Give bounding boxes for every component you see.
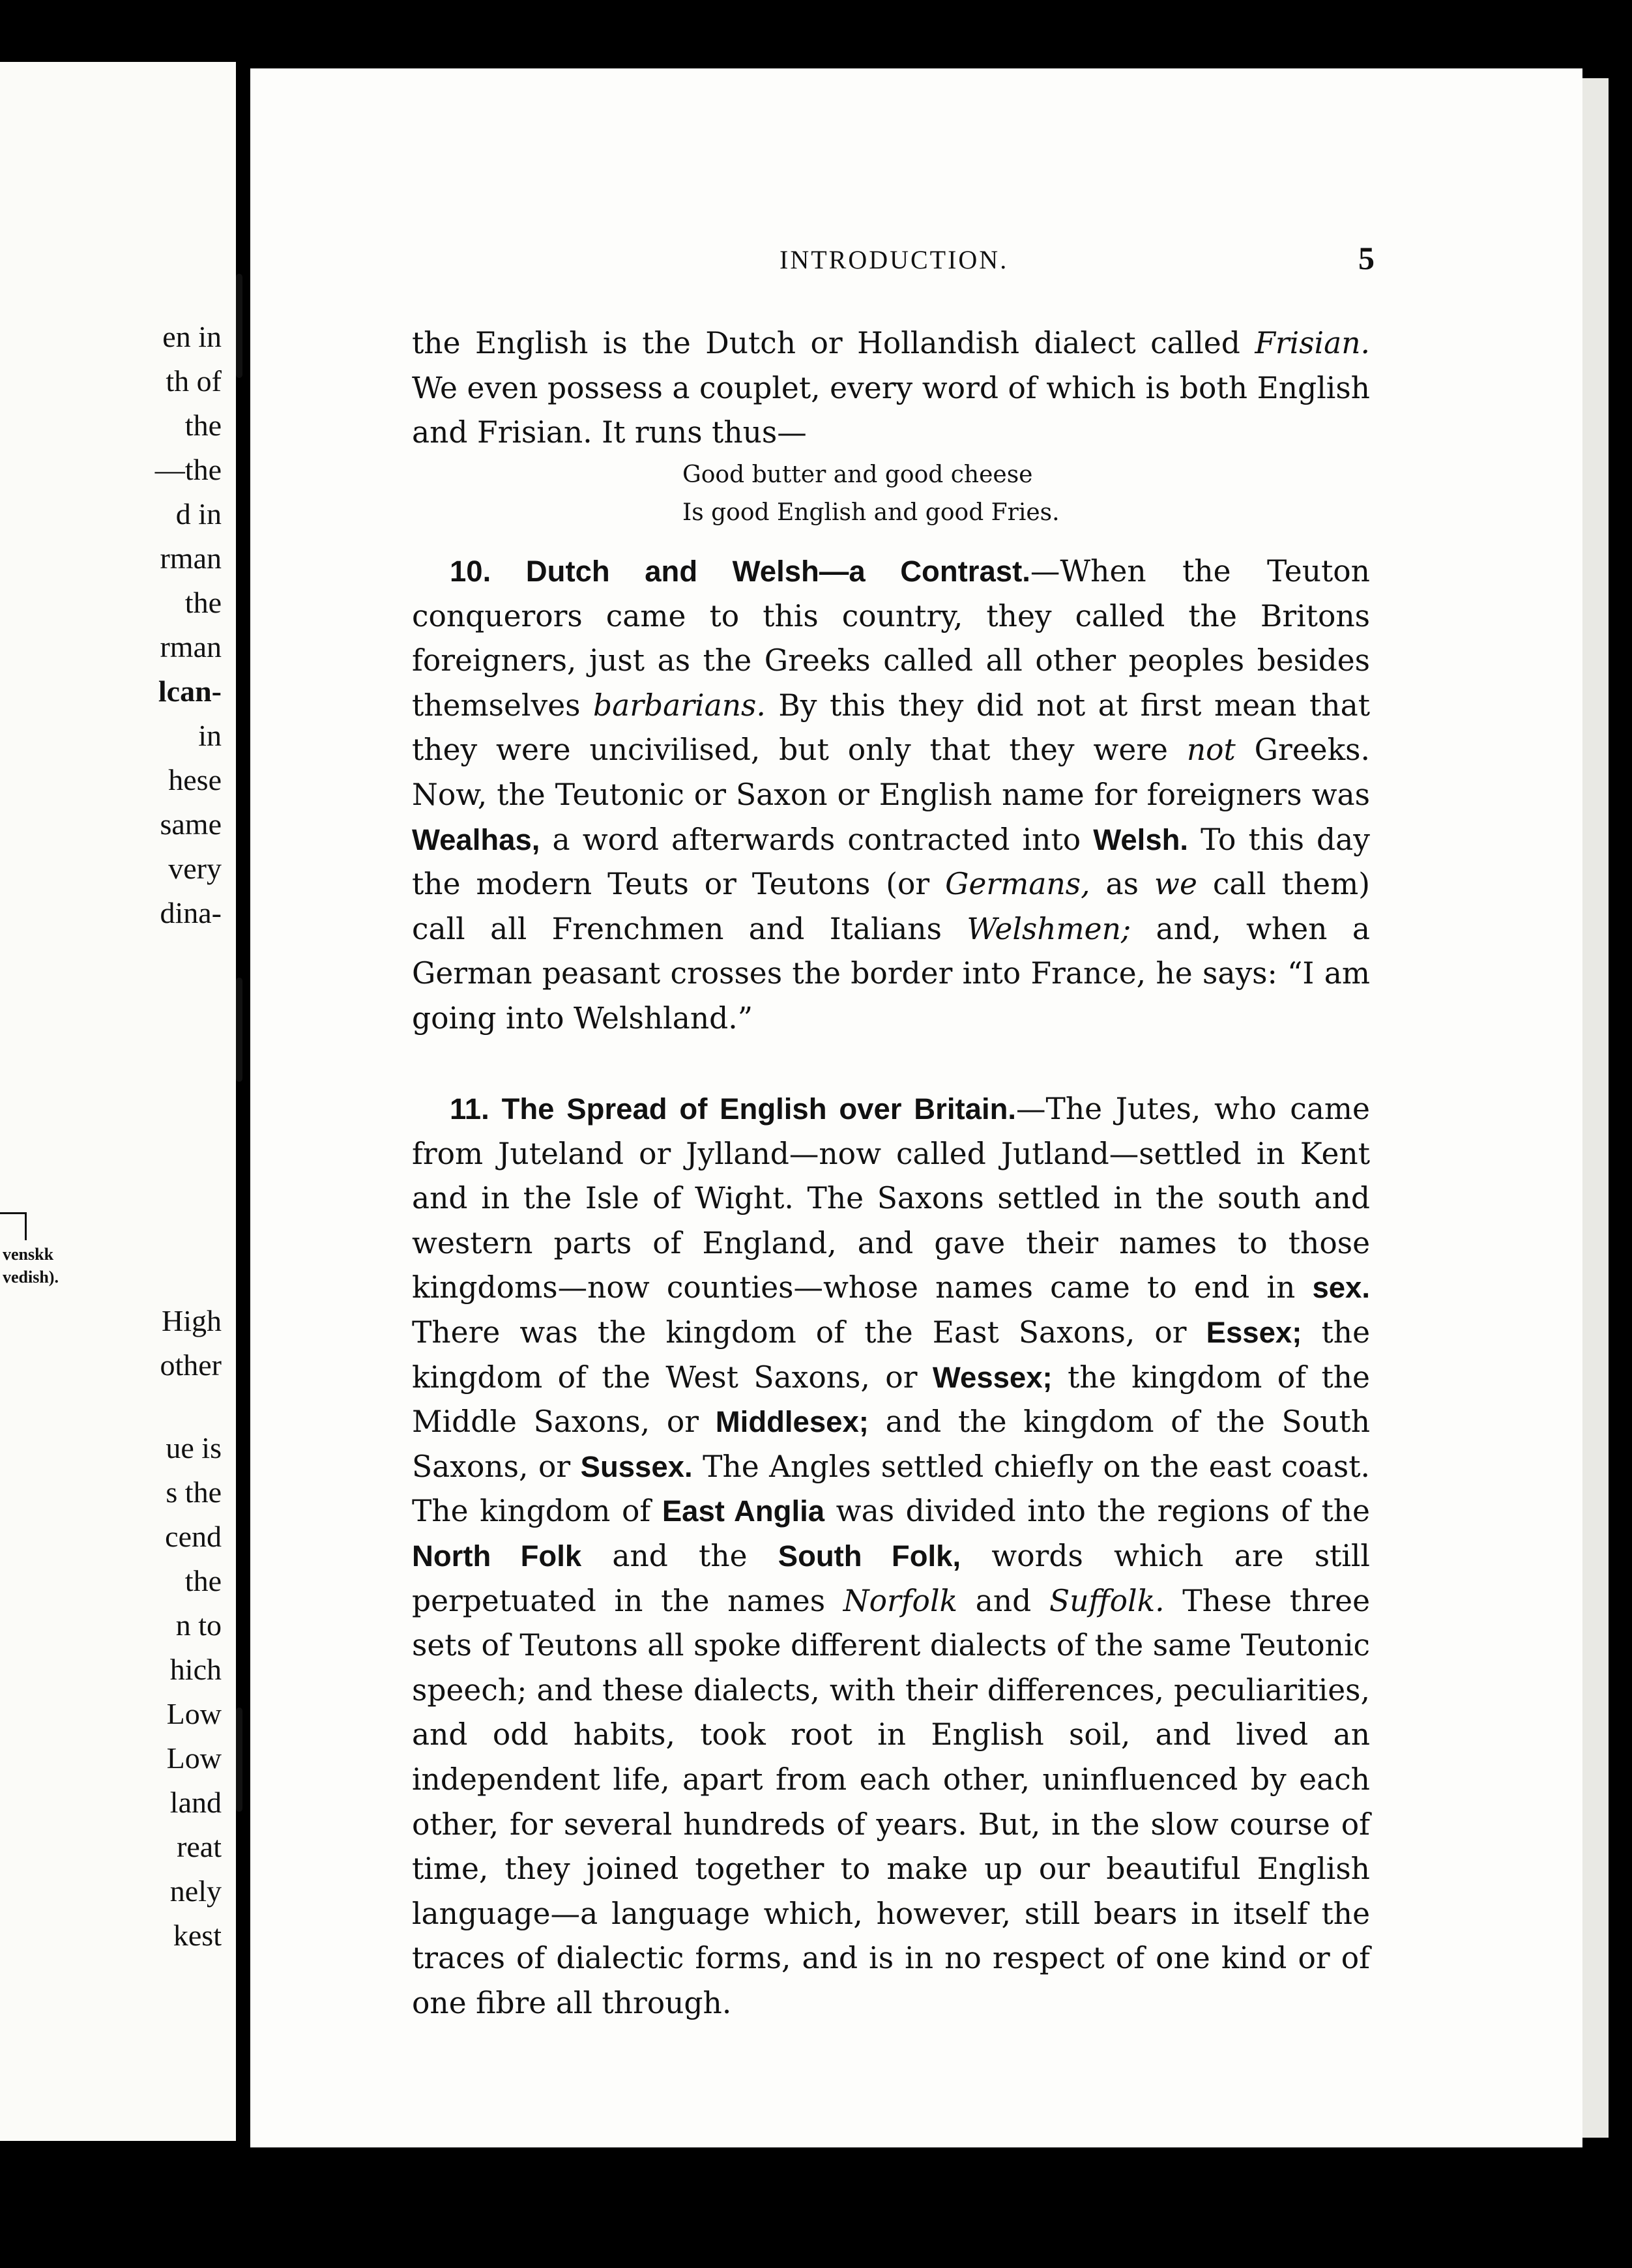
- verse-couplet: [682, 456, 1060, 532]
- italic-term: Germans,: [945, 867, 1090, 902]
- italic-term: Norfolk: [843, 1583, 958, 1618]
- left-line: the: [184, 1564, 222, 1597]
- left-small-line: venskk: [3, 1245, 54, 1264]
- key-term: Middlesex;: [715, 1405, 869, 1439]
- text-run: and: [957, 1583, 1049, 1618]
- text-run: the English is the Dutch or Hollandish dialect called: [412, 326, 1255, 360]
- section-heading: 10. Dutch and Welsh—a Contrast.: [450, 555, 1030, 588]
- italic-term: not: [1186, 733, 1236, 768]
- key-term: South Folk,: [778, 1539, 961, 1573]
- left-line: rman: [160, 630, 222, 663]
- book-page: [250, 68, 1582, 2147]
- text-run: call them) call all Frenchmen and Italians: [412, 867, 1370, 946]
- text-run: and the kingdom of the South Saxons, or: [412, 1404, 1371, 1484]
- italic-term: Frisian.: [1255, 326, 1370, 360]
- text-run: the kingdom of the Middle Saxons, or: [412, 1359, 1370, 1440]
- paragraph-continuation: [412, 321, 1370, 456]
- section-11: [412, 1087, 1370, 2026]
- text-run: —The Jutes, who came from Juteland or Jylland—now called Jutland—settled in Kent and in the Isle of Wight. The Saxons settled in the south and western parts of England, and gave their names to those kingdoms—now counties—whose names came to end in: [412, 1092, 1370, 1305]
- left-line: the: [184, 409, 222, 442]
- section-10: [412, 549, 1370, 1041]
- left-line: hich: [169, 1653, 222, 1686]
- key-term: Essex;: [1206, 1315, 1302, 1349]
- text-run: We even possess a couplet, every word of which is both English and Frisian. It runs thus—: [412, 370, 1370, 450]
- left-line: hese: [168, 763, 222, 796]
- key-term: North Folk: [412, 1539, 582, 1573]
- left-small-line: vedish).: [3, 1268, 59, 1287]
- text-run: words which are still perpetuated in the names: [412, 1538, 1370, 1618]
- running-head: INTRODUCTION.: [780, 245, 1009, 274]
- text-run: To this day the modern Teuts or Teutons (or: [412, 822, 1370, 902]
- left-line: cend: [165, 1520, 222, 1553]
- left-line: n to: [175, 1608, 222, 1642]
- left-line: reat: [177, 1830, 222, 1863]
- italic-term: Suffolk.: [1049, 1583, 1165, 1618]
- text-run: These three sets of Teutons all spoke different dialects of the same Teutonic speech; and these dialects, with their differences, peculiarities, and odd habits, took root in English soil, and lived an independent life, apart from each other, uninfluenced by each other, for several hundreds of years. But, in the slow course of time, they joined together to make up our beautiful English language—a language which, however, still bears in itself the traces of dialectic forms, and is in no respect of one kind or of one fibre all through.: [412, 1583, 1370, 2020]
- italic-term: we: [1154, 867, 1197, 902]
- left-line: dina-: [160, 896, 222, 929]
- italic-term: Welshmen;: [967, 911, 1131, 946]
- binding-mark: [236, 274, 242, 378]
- left-line: Low: [166, 1697, 222, 1730]
- text-run: The Angles settled chiefly on the east coast. The kingdom of: [412, 1449, 1370, 1529]
- left-line: nely: [169, 1874, 222, 1908]
- left-line: en in: [162, 320, 222, 353]
- left-line: th of: [166, 364, 222, 398]
- key-term: East Anglia: [662, 1494, 825, 1528]
- text-run: There was the kingdom of the East Saxons, or: [412, 1315, 1206, 1350]
- left-line: Low: [166, 1741, 222, 1775]
- binding-mark: [236, 1708, 242, 1812]
- key-term: Wessex;: [932, 1360, 1053, 1394]
- left-line: other: [160, 1348, 222, 1382]
- left-line: land: [169, 1786, 222, 1819]
- binding-mark: [236, 978, 242, 1082]
- left-line: lcan-: [158, 675, 222, 708]
- page-number: 5: [1358, 240, 1375, 276]
- verse-line: Good butter and good cheese: [682, 461, 1033, 488]
- left-line: very: [168, 852, 222, 885]
- key-term: Welsh.: [1093, 822, 1189, 856]
- text-run: was divided into the regions of the: [824, 1494, 1370, 1529]
- verse-line: Is good English and good Fries.: [682, 499, 1060, 526]
- text-run: a word afterwards contracted into: [540, 822, 1094, 857]
- left-line: same: [160, 807, 222, 841]
- previous-page-fragment: [0, 62, 236, 2141]
- text-run: By this they did not at first mean that they were uncivilised, but only that they were: [412, 688, 1370, 768]
- text-run: —When the Teuton conquerors came to this country, they called the Britons foreigners, just as the Greeks called all other peoples besides themselves: [412, 554, 1370, 723]
- left-line: ue is: [166, 1431, 222, 1464]
- table-bracket: [0, 1212, 27, 1240]
- text-run: the kingdom of the West Saxons, or: [412, 1315, 1370, 1395]
- text-run: as: [1090, 867, 1155, 902]
- page-edge-shadow: [1582, 78, 1609, 2138]
- text-run: Greeks. Now, the Teutonic or Saxon or English name for foreigners was: [412, 733, 1370, 812]
- left-line: rman: [160, 542, 222, 575]
- left-line: kest: [173, 1919, 222, 1952]
- text-run: and the: [581, 1538, 778, 1573]
- left-line: the: [184, 586, 222, 619]
- key-term: sex.: [1312, 1271, 1370, 1305]
- left-line: —the: [154, 453, 222, 486]
- left-line: s the: [166, 1476, 222, 1509]
- italic-term: barbarians.: [593, 688, 766, 723]
- left-line: in: [198, 719, 222, 752]
- section-heading: 11. The Spread of English over Britain.: [450, 1092, 1017, 1126]
- text-run: and, when a German peasant crosses the border into France, he says: “I am going into Welshland.”: [412, 911, 1370, 1036]
- key-term: Wealhas,: [412, 822, 540, 856]
- left-line: High: [162, 1304, 222, 1337]
- left-line: d in: [175, 497, 222, 531]
- key-term: Sussex.: [580, 1449, 693, 1483]
